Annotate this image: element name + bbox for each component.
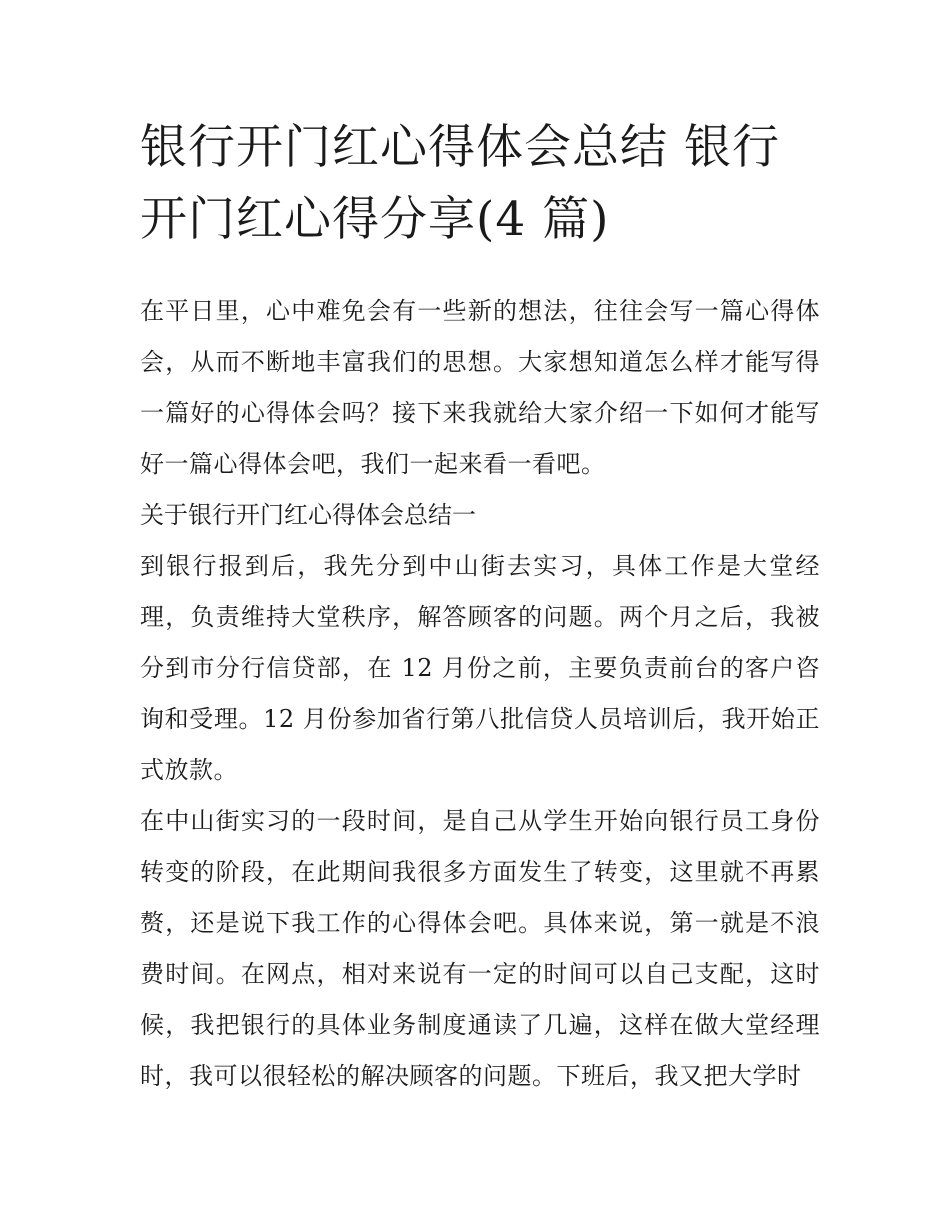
document-page <box>140 112 820 1102</box>
body-paragraph-1: 到银行报到后，我先分到中山街去实习，具体工作是大堂经理，负责维持大堂秩序，解答顾客的问题。两个月之后，我被分到市分行信贷部，在 12 月份之前，主要负责前台的客户咨询和受理。12 月份参加省行第八批信贷人员培训后，我开始正式放款。 <box>140 552 820 784</box>
intro-paragraph: 在平日里，心中难免会有一些新的想法，往往会写一篇心得体会，从而不断地丰富我们的思想。大家想知道怎么样才能写得一篇好的心得体会吗？接下来我就给大家介绍一下如何才能写好一篇心得体会吧，我们一起来看一看吧。 <box>140 297 820 478</box>
body-paragraph-2: 在中山街实习的一段时间，是自己从学生开始向银行员工身份转变的阶段，在此期间我很多方面发生了转变，这里就不再累赘，还是说下我工作的心得体会吧。具体来说，第一就是不浪费时间。在网点，相对来说有一定的时间可以自己支配，这时候，我把银行的具体业务制度通读了几遍，这样在做大堂经理时，我可以很轻松的解决顾客的问题。下班后，我又把大学时 <box>140 807 820 1090</box>
document-title: 银行开门红心得体会总结 银行开门红心得分享(4 篇) <box>140 120 780 247</box>
section-heading: 关于银行开门红心得体会总结一 <box>140 501 476 529</box>
